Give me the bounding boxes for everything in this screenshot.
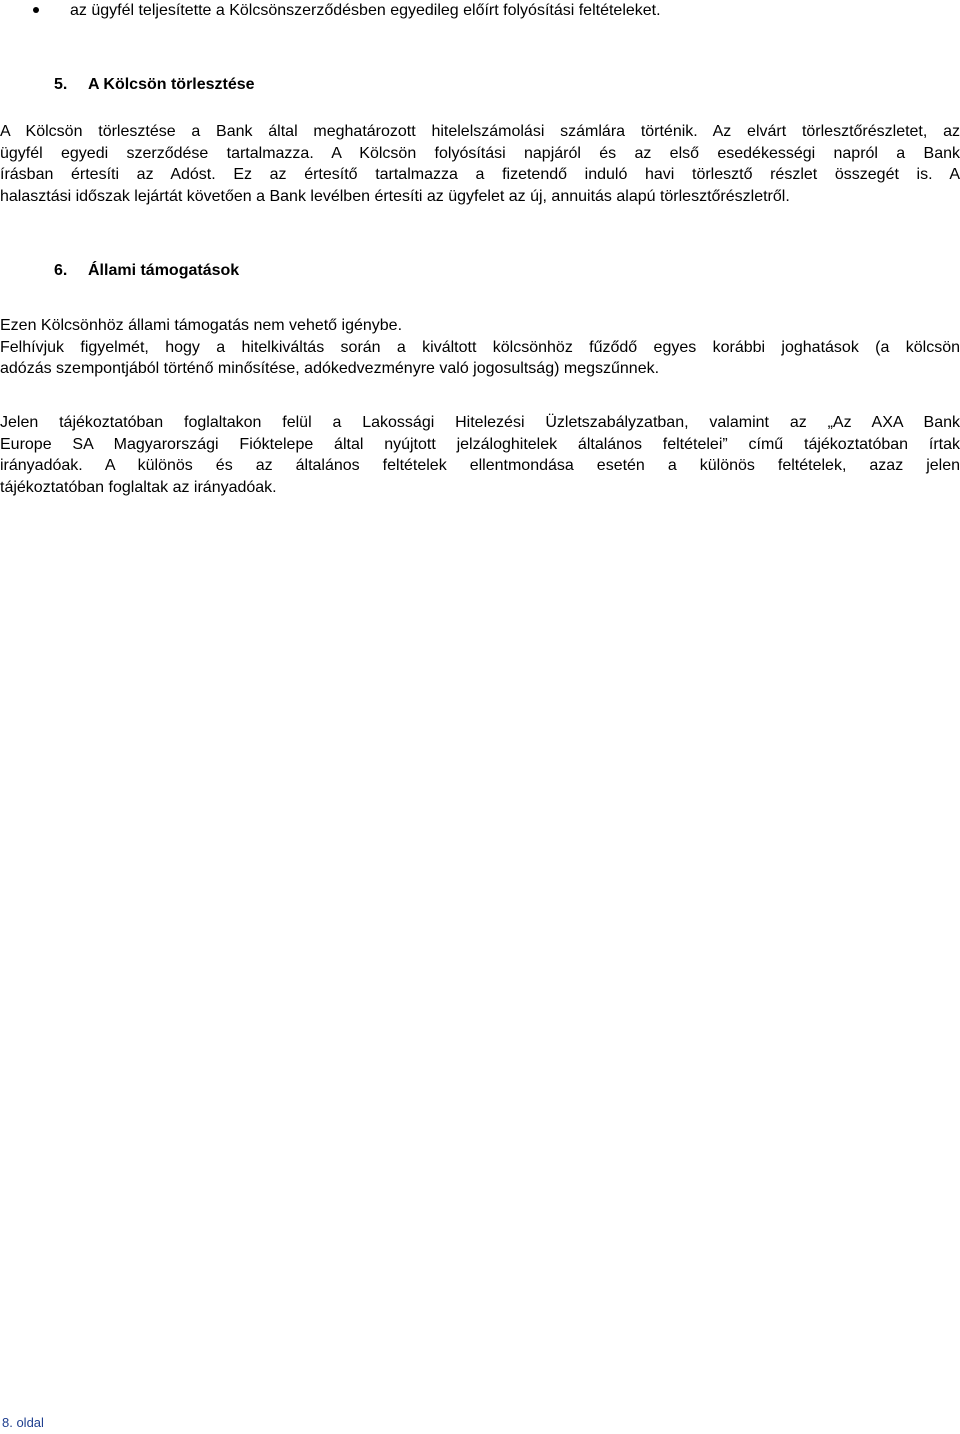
paragraph-line: Ezen Kölcsönhöz állami támogatás nem vehető igénybe.	[0, 317, 403, 334]
section-5-heading	[54, 74, 255, 96]
paragraph-line: Felhívjuk figyelmét, hogy a hitelkiváltás során a kiváltott kölcsönhöz fűződő egyes korábbi joghatások (a kölcsön	[0, 338, 960, 356]
section-6-paragraph	[0, 315, 960, 380]
paragraph-line: Europe SA Magyarországi Fióktelepe által nyújtott jelzáloghitelek általános feltételei” című tájékoztatóban írtak	[0, 435, 960, 453]
paragraph-line: tájékoztatóban foglaltak az irányadóak.	[0, 478, 277, 496]
paragraph-line: Jelen tájékoztatóban foglaltakon felül a Lakossági Hitelezési Üzletszabályzatban, valamint az „Az AXA Bank	[0, 414, 960, 431]
paragraph-line: irányadóak. A különös és az általános feltételek ellentmondása esetén a különös feltételek, azaz jelen	[0, 457, 960, 474]
paragraph-line: ügyfél egyedi szerződése tartalmazza. A Kölcsön folyósítási napjáról és az első esedékességi napról a Bank	[0, 144, 960, 162]
section-6-number: 6.	[54, 262, 68, 279]
section-6-title: Állami támogatások	[88, 262, 240, 279]
closing-paragraph	[0, 412, 960, 498]
paragraph-line: A Kölcsön törlesztése a Bank által meghatározott hitelelszámolási számlára történik. Az elvárt törlesztőrészletet, az	[0, 123, 960, 140]
paragraph-line: írásban értesíti az Adóst. Ez az értesítő tartalmazza a fizetendő induló havi törlesztő részlet összegét is. A	[0, 166, 960, 183]
section-5-paragraph	[0, 121, 960, 207]
section-5-number: 5.	[54, 76, 68, 93]
paragraph-line: adózás szempontjából történő minősítése, adókedvezményre való jogosultság) megszűnnek.	[0, 360, 660, 377]
section-5-title: A Kölcsön törlesztése	[88, 76, 255, 93]
page-number: 8. oldal	[2, 1415, 44, 1430]
section-6-heading	[54, 260, 239, 282]
bullet-text: az ügyfél teljesítette a Kölcsönszerződésben egyedileg előírt folyósítási feltételeket.	[70, 2, 661, 19]
paragraph-line: halasztási időszak lejártát követően a Bank levélben értesíti az ügyfelet az új, annuitás alapú törlesztőrészletről.	[0, 187, 790, 205]
bullet-dot-icon	[33, 7, 39, 13]
